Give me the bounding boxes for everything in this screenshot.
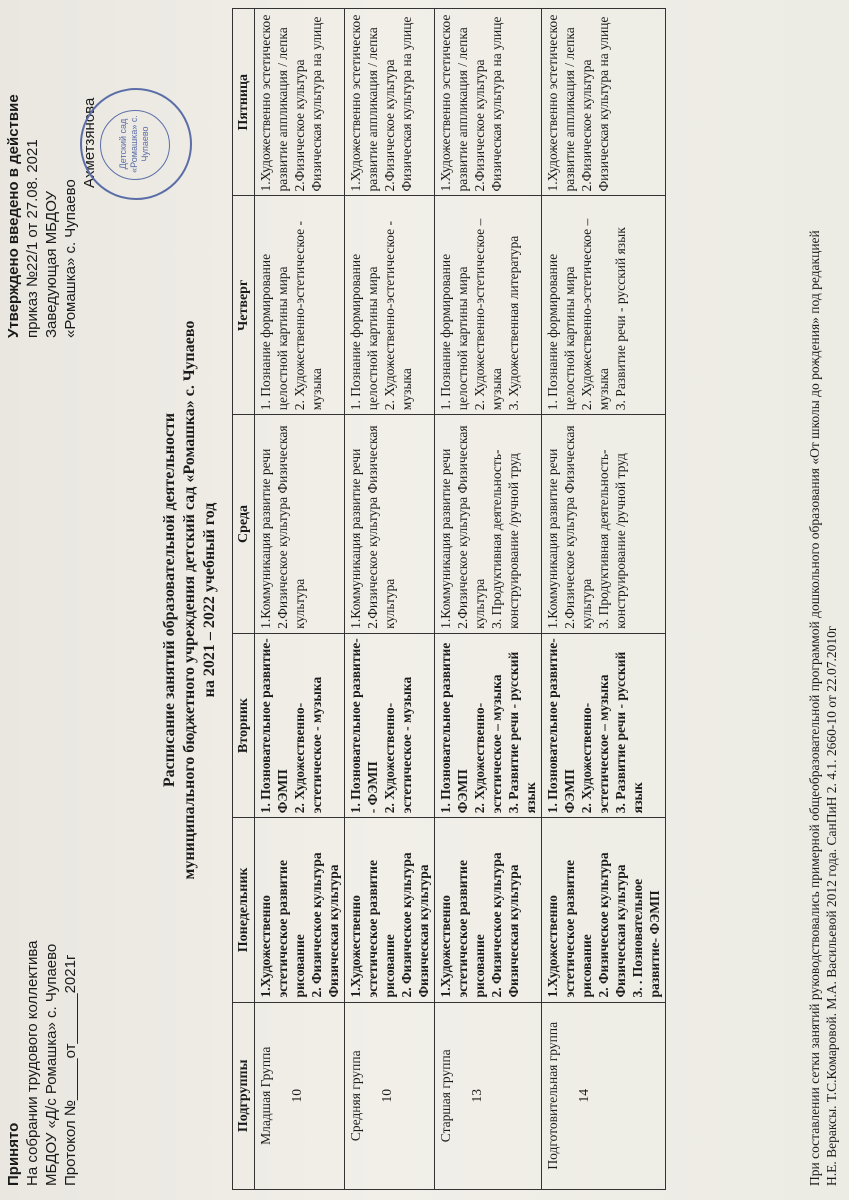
lesson: 2. Художественно-эстетическое - музыка — [292, 676, 324, 814]
lesson: 1. Позновательное развитие- ФЭМП — [258, 638, 290, 814]
header-thursday: Четверг — [233, 196, 255, 415]
thursday-cell — [345, 196, 435, 415]
lesson: 2.Физическое культура Физическая культура на улице — [382, 16, 414, 192]
lesson: 1.Художественно эстетическое развитие аппликация / лепка — [438, 14, 470, 192]
group-count: 10 — [289, 1089, 304, 1103]
lesson: 2. Художественно-эстетическое - музыка — [382, 676, 414, 814]
lesson: 1. Познание формирование целостной картины мира — [348, 253, 380, 411]
lesson: 2. Художественно-эстетическое – музыка — [472, 674, 504, 814]
lesson: 1. Познание формирование целостной картины мира — [258, 253, 290, 411]
monday-cell — [255, 818, 345, 1002]
approved-title: Утверждено введено в действие — [5, 94, 22, 338]
lesson: 1.Художественно эстетическое развитие рисование — [348, 860, 397, 998]
lesson: 1.Художественно эстетическое развитие аппликация / лепка — [348, 14, 380, 192]
friday-cell — [435, 9, 542, 196]
school-year: на 2021 – 2022 учебный год — [201, 502, 218, 698]
table-row — [345, 9, 435, 1190]
friday-cell — [345, 9, 435, 196]
lesson: 1. Позновательное развитие-- ФЭМП — [348, 638, 380, 814]
lesson: 2. Физическое культура Физическая культура — [489, 852, 521, 998]
header-tuesday: Вторник — [233, 633, 255, 817]
accepted-title: Принято — [5, 1122, 22, 1186]
lesson: 1.Художественно эстетическое развитие рисование — [545, 860, 594, 998]
header-friday: Пятница — [233, 9, 255, 196]
lesson: 1.Художественно эстетическое развитие рисование — [258, 860, 307, 998]
lesson: 1.Художественно эстетическое развитие рисование — [438, 860, 487, 998]
accepted-line-3: Протокол №_____от______2021г — [62, 954, 79, 1186]
lesson: 2. Художественно-эстетическое - музыка — [382, 221, 414, 411]
group-cell — [542, 1002, 666, 1189]
stamp-text: Детский сад «Ромашка» с. Чупаево — [118, 115, 150, 173]
accepted-block — [4, 941, 80, 1187]
lesson: 2.Физическое культура Физическая культура на улице — [579, 16, 611, 192]
lesson: 1. Позновательное развитие ФЭМП — [438, 642, 470, 814]
header-monday: Понедельник — [233, 818, 255, 1002]
lesson: 1.Коммуникация развитие речи — [438, 448, 453, 629]
lesson: 1.Художественно эстетическое развитие аппликация / лепка — [545, 14, 577, 192]
accepted-line-2: МБДОУ «Д/с Ромашка» с. Чупаево — [43, 943, 60, 1186]
group-name: Подготовительная группа — [545, 1021, 560, 1170]
thursday-cell — [255, 196, 345, 415]
monday-cell — [345, 818, 435, 1002]
lesson: 1. Познание формирование целостной картины мира — [545, 253, 577, 411]
approved-signer: Ахметзянова — [81, 97, 98, 188]
lesson: 2.Физическое культура Физическая культура на улице — [472, 16, 504, 192]
lesson: 2. Художественно-эстетическое - музыка — [292, 221, 324, 411]
table-header-row — [233, 9, 255, 1190]
tuesday-cell — [542, 633, 666, 817]
lesson: 3. Художественная литература — [506, 235, 521, 411]
lesson: 2. Художественно-эстетическое – музыка — [579, 218, 611, 411]
lesson: 3. Развитие речи - русский язык — [613, 651, 645, 814]
wednesday-cell — [255, 415, 345, 634]
table-row — [542, 9, 666, 1190]
header-subgroups: Подгруппы — [233, 1002, 255, 1189]
lesson: 3. Продуктивная деятельность- конструирование /ручной труд — [489, 449, 521, 629]
lesson: 2.Физическое культура Физическая культура — [455, 425, 487, 629]
lesson: 2.Физическое культура Физическая культура — [562, 425, 594, 629]
friday-cell — [255, 9, 345, 196]
header-wednesday: Среда — [233, 415, 255, 634]
monday-cell — [542, 818, 666, 1002]
group-count: 13 — [469, 1089, 484, 1103]
lesson: 2. Физическое культура Физическая культура — [399, 852, 431, 998]
page-title: Расписание занятий образовательной деятельности — [161, 412, 178, 788]
lesson: 2. Художественно-эстетическое – музыка — [579, 674, 611, 814]
lesson: 1.Художественно эстетическое развитие аппликация / лепка — [258, 14, 290, 192]
wednesday-cell — [345, 415, 435, 634]
group-count: 10 — [379, 1089, 394, 1103]
lesson: 1. Познание формирование целостной картины мира — [438, 253, 470, 411]
page-subtitle: муниципального бюджетного учреждения детский сад «Ромашка» с. Чупаево — [181, 320, 198, 880]
accepted-line-1: На собрании трудового коллектива — [24, 940, 41, 1186]
schedule-table — [232, 8, 666, 1190]
footer-line-1: При составлении сетки занятий руководствовались примерной общеобразовательной программой дошкольного образования «От школы до рождения» под редакцией — [807, 230, 822, 1186]
lesson: 1.Коммуникация развитие речи — [545, 448, 560, 629]
table-row — [255, 9, 345, 1190]
friday-cell — [542, 9, 666, 196]
tuesday-cell — [435, 633, 542, 817]
lesson: 3. Развитие речи - русский язык — [506, 651, 538, 814]
tuesday-cell — [345, 633, 435, 817]
approved-line-1: приказ №22/1 от 27.08. 2021 — [24, 139, 41, 338]
thursday-cell — [542, 196, 666, 415]
lesson: 1.Коммуникация развитие речи — [348, 448, 363, 629]
group-cell — [345, 1002, 435, 1189]
lesson: 1. Позновательное развитие- ФЭМП — [545, 638, 577, 814]
lesson: 2.Физическое культура Физическая культура — [365, 425, 397, 629]
group-cell — [435, 1002, 542, 1189]
wednesday-cell — [542, 415, 666, 634]
thursday-cell — [435, 196, 542, 415]
lesson: 2.Физическое культура Физическая культура на улице — [292, 16, 324, 192]
approved-line-2: Заведующая МБДОУ — [43, 190, 60, 338]
lesson: 3. Развитие речи - русский язык — [613, 227, 628, 411]
footer-note — [806, 16, 840, 1186]
lesson: 2.Физическое культура Физическая культура — [275, 425, 307, 629]
group-name: Младшая Группа — [258, 1046, 273, 1145]
group-name: Средняя группа — [348, 1050, 363, 1142]
group-name: Старшая группа — [438, 1049, 453, 1143]
group-count: 14 — [576, 1089, 591, 1103]
lesson: 2. Физическое культура Физическая культура — [309, 852, 341, 998]
monday-cell — [435, 818, 542, 1002]
group-cell — [255, 1002, 345, 1189]
wednesday-cell — [435, 415, 542, 634]
lesson: 3. Продуктивная деятельность-конструирование /ручной труд — [596, 449, 628, 629]
tuesday-cell — [255, 633, 345, 817]
lesson: 1.Коммуникация развитие речи — [258, 448, 273, 629]
footer-line-2: Н.Е. Вераксы. Т.С.Комаровой. М.А. Васильевой 2012 года. СанПиН 2. 4.1. 2660-10 от 22.07.2010г — [824, 625, 839, 1186]
lesson: 2. Физическое культура Физическая культура — [596, 852, 628, 998]
table-row — [435, 9, 542, 1190]
lesson: 3. . Позновательное развитие- ФЭМП — [630, 878, 662, 998]
approved-line-3: «Ромашка» с. Чупаево — [62, 179, 79, 338]
lesson: 2. Художественно-эстетическое – музыка — [472, 218, 504, 411]
